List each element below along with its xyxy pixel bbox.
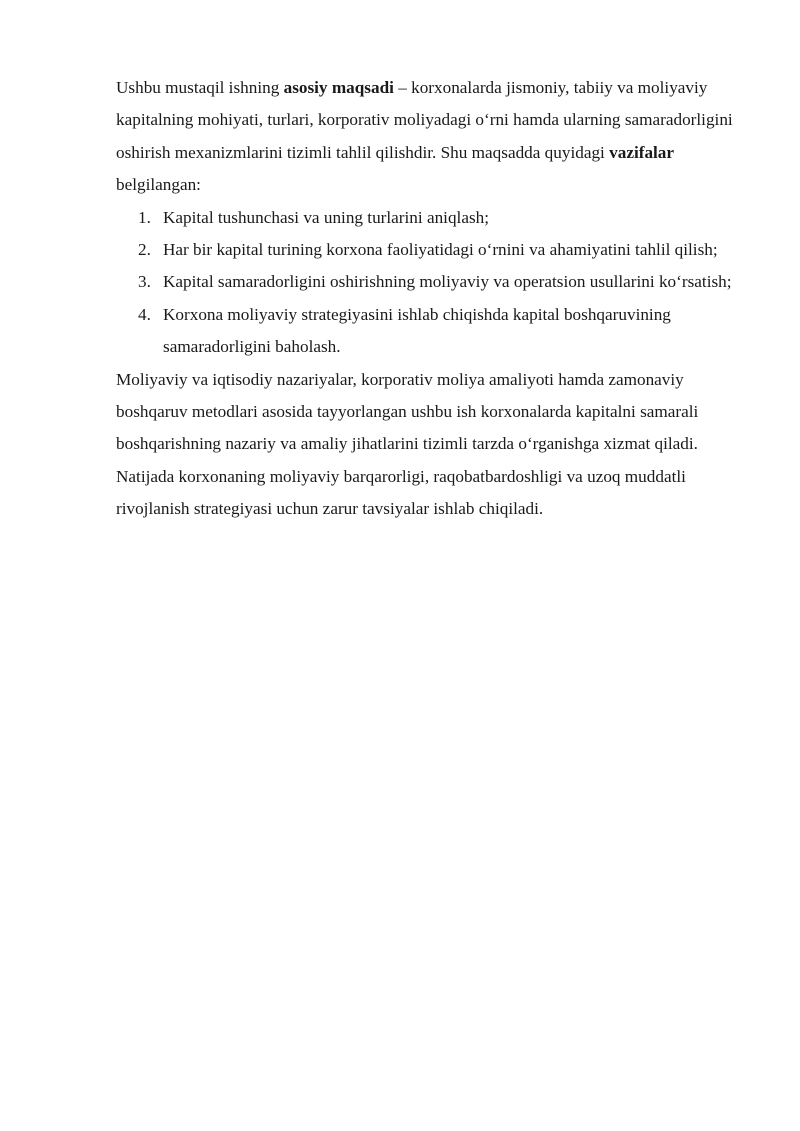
intro-text-2: – korxonalarda jismoniy, tabiiy va moliyaviy kapitalning mohiyati, turlari, korporativ moliyadagi o‘rni hamda ularning samaradorligini oshirish mexanizmlarini tizimli tahlil qilishdir. Shu maqsadda quyidagi xyxy=(116,78,733,162)
tasks-bold-term: vazifalar xyxy=(609,142,675,162)
task-item xyxy=(116,299,746,364)
intro-text-1: Ushbu mustaqil ishning xyxy=(116,78,284,97)
aim-bold-term: asosiy maqsadi xyxy=(283,78,394,97)
task-text: Kapital samaradorligini oshirishning moliyaviy va operatsion usullarini ko‘rsatish; xyxy=(163,272,732,292)
task-number: 2. xyxy=(138,240,151,260)
tasks-list xyxy=(116,202,746,364)
task-number: 3. xyxy=(138,272,151,292)
task-number: 4. xyxy=(138,304,151,324)
task-number: 1. xyxy=(138,207,151,227)
task-item xyxy=(116,234,746,266)
intro-paragraph xyxy=(116,72,746,202)
task-item xyxy=(116,202,746,234)
task-item xyxy=(116,266,746,298)
task-text: Har bir kapital turining korxona faoliyatidagi o‘rnini va ahamiyatini tahlil qilish; xyxy=(163,240,718,260)
task-text: Kapital tushunchasi va uning turlarini aniqlash; xyxy=(163,207,490,227)
conclusion-paragraph: Moliyaviy va iqtisodiy nazariyalar, korporativ moliya amaliyoti hamda zamonaviy boshqaruv metodlari asosida tayyorlangan ushbu ish korxonalarda kapitalni samarali boshqarishning nazariy va amaliy jihatlarini tizimli tarzda o‘rganishga xizmat qiladi. Natijada korxonaning moliyaviy barqarorligi, raqobatbardoshligi va uzoq muddatli rivojlanish strategiyasi uchun zarur tavsiyalar ishlab chiqiladi. xyxy=(116,369,699,519)
document-body xyxy=(116,72,746,526)
task-text: Korxona moliyaviy strategiyasini ishlab chiqishda kapital boshqaruvining samaradorligini baholash. xyxy=(163,304,671,357)
intro-text-3: belgilangan: xyxy=(116,175,201,195)
